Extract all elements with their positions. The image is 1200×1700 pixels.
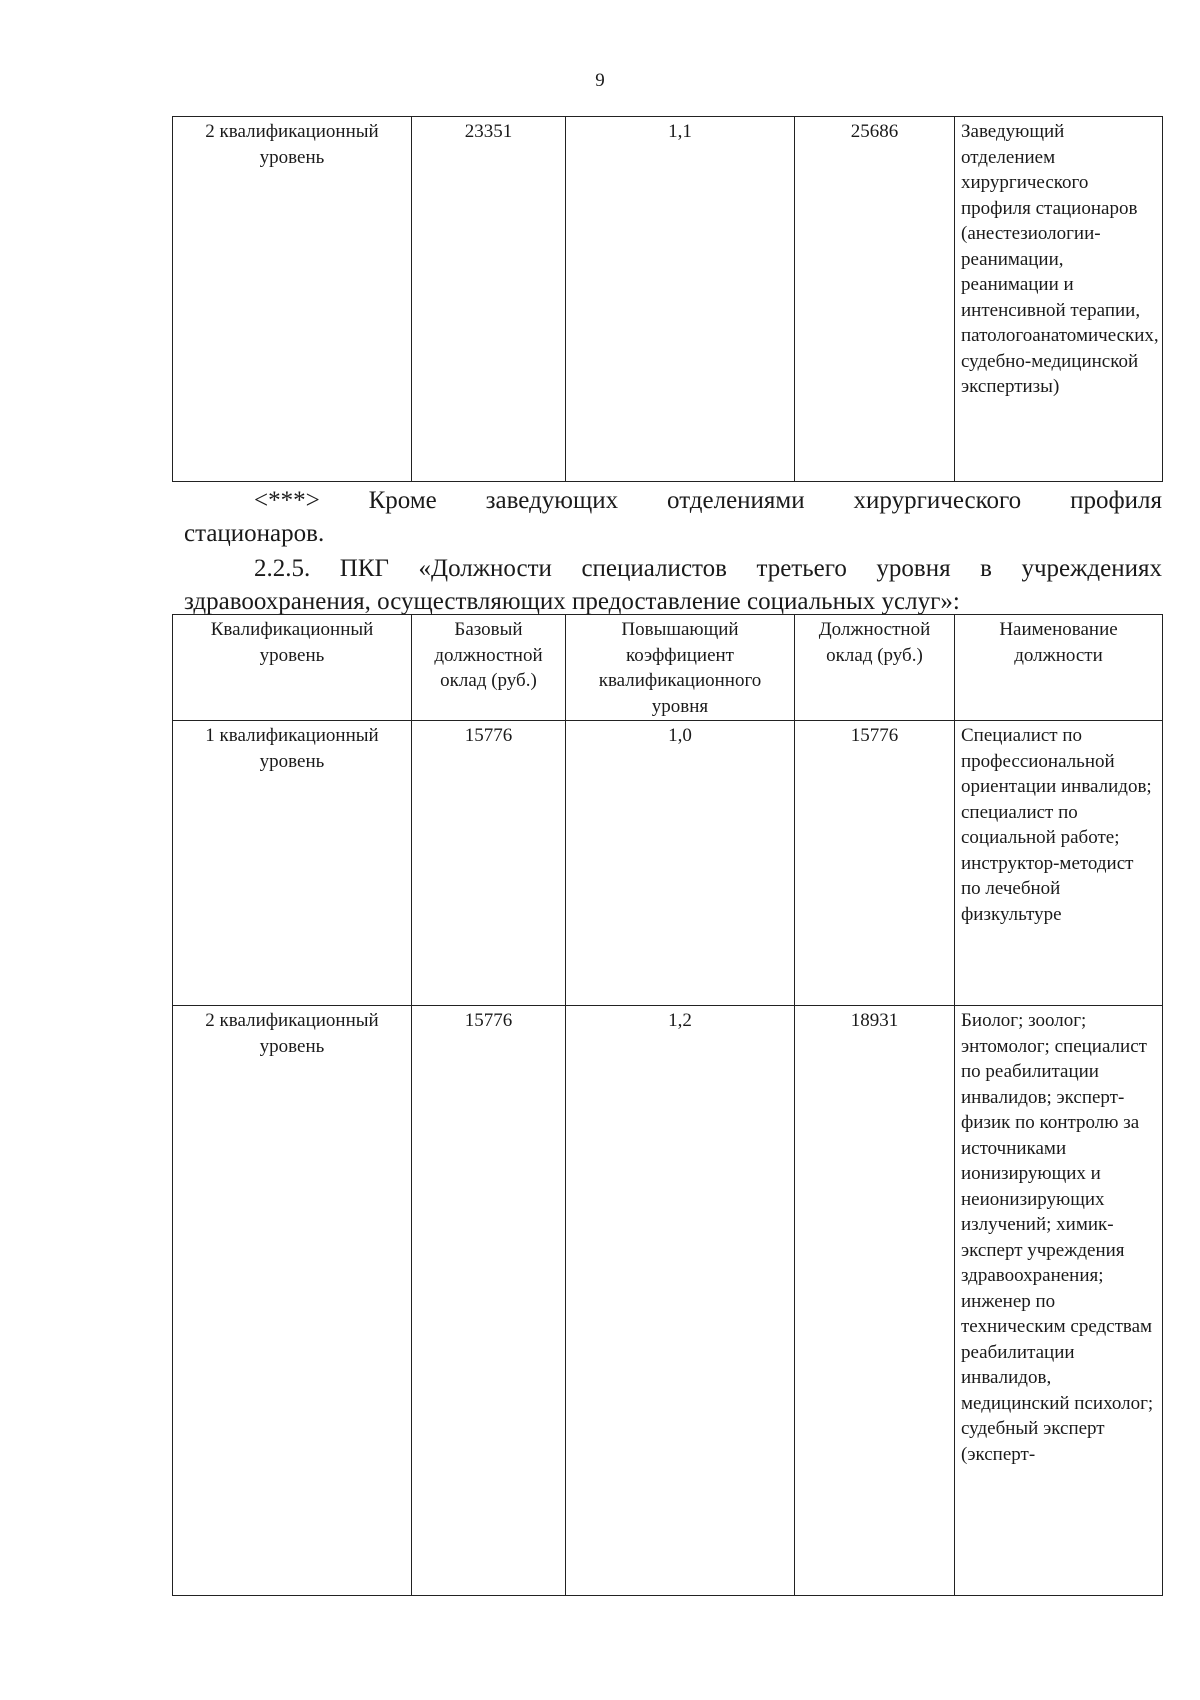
footnote-line-1: <***> Кроме заведующих отделениями хирургического профиля — [254, 487, 1162, 514]
footnote-line-2: стационаров. — [184, 520, 325, 547]
header-positions: Наименование должности — [955, 615, 1163, 721]
header-base-salary: Базовый должностной оклад (руб.) — [412, 615, 566, 721]
cell-coefficient: 1,0 — [566, 721, 795, 1006]
cell-positions: Заведующий отделением хирургического профиля стационаров (анестезиологии-реанимации, реанимации и интенсивной терапии, патологоанатомических, судебно-медицинской экспертизы) — [955, 117, 1163, 482]
footnote — [184, 484, 1162, 550]
cell-salary: 18931 — [795, 1006, 955, 1596]
cell-salary: 15776 — [795, 721, 955, 1006]
table-row — [173, 117, 1163, 482]
cell-coefficient: 1,2 — [566, 1006, 795, 1596]
table-row — [173, 721, 1163, 1006]
cell-level: 2 квалификационный уровень — [173, 1006, 412, 1596]
cell-base-salary: 15776 — [412, 721, 566, 1006]
cell-level: 1 квалификационный уровень — [173, 721, 412, 1006]
salary-table — [172, 614, 1163, 1596]
cell-base-salary: 15776 — [412, 1006, 566, 1596]
table-header-row — [173, 615, 1163, 721]
header-level: Квалификационный уровень — [173, 615, 412, 721]
cell-salary: 25686 — [795, 117, 955, 482]
page-number: 9 — [595, 70, 605, 91]
header-salary: Должностной оклад (руб.) — [795, 615, 955, 721]
salary-table-continued — [172, 116, 1163, 482]
section-heading-line-1: 2.2.5. ПКГ «Должности специалистов третьего уровня в учреждениях — [254, 555, 1162, 582]
header-coefficient: Повышающий коэффициент квалификационного уровня — [566, 615, 795, 721]
cell-coefficient: 1,1 — [566, 117, 795, 482]
cell-base-salary: 23351 — [412, 117, 566, 482]
cell-positions: Специалист по профессиональной ориентации инвалидов; специалист по социальной работе; инструктор-методист по лечебной физкультуре — [955, 721, 1163, 1006]
cell-positions: Биолог; зоолог; энтомолог; специалист по реабилитации инвалидов; эксперт-физик по контролю за источниками ионизирующих и неионизирующих излучений; химик-эксперт учреждения здравоохранения; инженер по техническим средствам реабилитации инвалидов, медицинский психолог; судебный эксперт (эксперт- — [955, 1006, 1163, 1596]
section-heading — [184, 552, 1162, 618]
section-heading-line-2: здравоохранения, осуществляющих предоставление социальных услуг»: — [184, 588, 960, 615]
table-row — [173, 1006, 1163, 1596]
cell-level: 2 квалификационный уровень — [173, 117, 412, 482]
